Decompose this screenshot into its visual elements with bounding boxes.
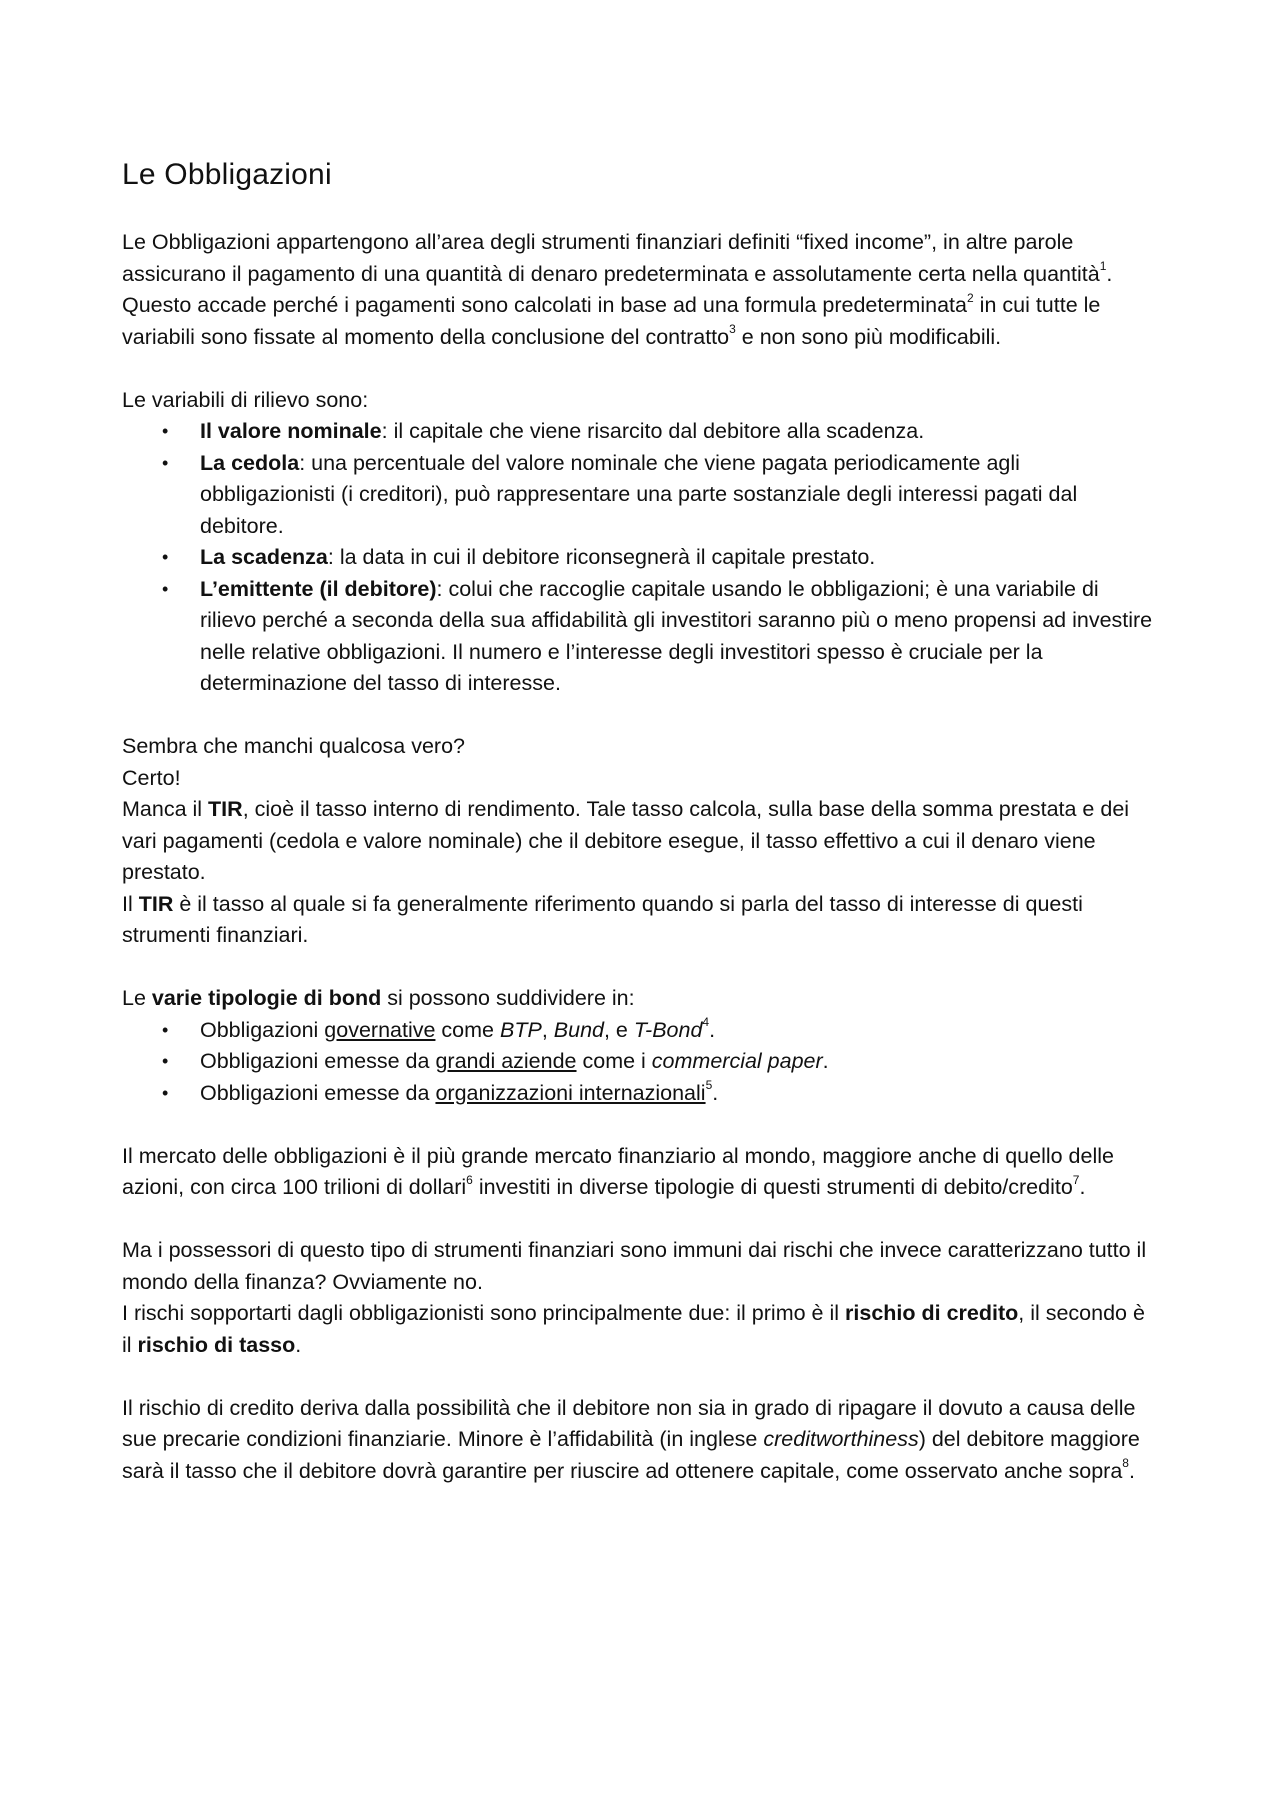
- spacer: [122, 353, 1160, 385]
- italic-term: commercial paper: [651, 1049, 823, 1073]
- italic-term: BTP: [499, 1017, 542, 1042]
- footnote-ref-6[interactable]: 6: [466, 1172, 473, 1187]
- term: rischio di tasso: [137, 1332, 296, 1357]
- term: La cedola: [200, 450, 300, 475]
- list-item: [122, 1015, 1160, 1047]
- bullet-icon: •: [162, 578, 169, 599]
- definition: : la data in cui il debitore riconsegnerà il capitale prestato.: [327, 545, 876, 569]
- term: L’emittente (il debitore): [200, 576, 437, 601]
- text: .: [1128, 1458, 1135, 1483]
- market-paragraph: [122, 1141, 1160, 1204]
- tir-term: TIR: [138, 891, 174, 916]
- term: Il valore nominale: [200, 419, 382, 443]
- types-lead: [122, 983, 1160, 1015]
- text: Le Obbligazioni appartengono all’area degli strumenti finanziari definiti “fixed income”, in altre parole assicurano il pagamento di una quantità di denaro predeterminata e assolutamente certa nella quantità: [122, 230, 1100, 286]
- tir-paragraph-1: [122, 794, 1160, 889]
- tir-question: Sembra che manchi qualcosa vero?: [122, 734, 465, 758]
- text: Le: [122, 986, 152, 1010]
- footnote-ref-1[interactable]: 1: [1099, 259, 1107, 274]
- tir-paragraph-2: [122, 889, 1160, 952]
- text: .: [1079, 1175, 1086, 1199]
- risks-paragraph-2: [122, 1298, 1160, 1361]
- variables-list: [122, 416, 1160, 700]
- text: .: [822, 1049, 829, 1073]
- text: come i: [576, 1049, 652, 1073]
- definition: : il capitale che viene risarcito dal debitore alla scadenza.: [381, 419, 925, 443]
- page-title: Le Obbligazioni: [122, 158, 332, 191]
- list-item: [122, 416, 1160, 448]
- risks-paragraph-1: Ma i possessori di questo tipo di strumenti finanziari sono immuni dai rischi che invece caratterizzano tutto il mondo della finanza? Ovviamente no.: [122, 1238, 1147, 1294]
- text: Obbligazioni: [200, 1017, 325, 1042]
- text: .: [712, 1080, 719, 1105]
- spacer: [122, 952, 1160, 984]
- italic-term: Bund: [553, 1017, 604, 1042]
- bullet-icon: •: [162, 547, 169, 567]
- text: I rischi sopportarti dagli obbligazionisti sono principalmente due: il primo è il: [122, 1301, 846, 1325]
- text: Il rischio di credito deriva dalla possibilità che il debitore non sia in grado di ripagare il dovuto a causa delle sue precarie condizioni finanziarie. Minore è l’affidabilità (in inglese: [122, 1395, 1136, 1451]
- list-item: [122, 1046, 1160, 1078]
- tir-answer: Certo!: [122, 765, 181, 790]
- text: .: [709, 1017, 716, 1042]
- footnote-ref-8[interactable]: 8: [1122, 1456, 1129, 1471]
- text: Obbligazioni emesse da: [200, 1049, 436, 1073]
- bullet-icon: •: [162, 1019, 169, 1040]
- underlined-term: grandi aziende: [435, 1049, 577, 1073]
- types-list: [122, 1015, 1160, 1110]
- bullet-icon: •: [162, 452, 169, 473]
- spacer: [122, 700, 1160, 732]
- footnote-ref-5[interactable]: 5: [705, 1078, 713, 1093]
- footnote-ref-2[interactable]: 2: [967, 290, 974, 305]
- text: Il: [122, 891, 139, 916]
- text: ,: [541, 1017, 554, 1042]
- text: , il secondo è il: [122, 1301, 1145, 1357]
- text: , e: [603, 1017, 634, 1042]
- text: .: [1106, 261, 1113, 286]
- definition: : una percentuale del valore nominale che viene pagata periodicamente agli obbligazionisti (i creditori), può rappresentare una parte sostanziale degli interessi pagati dal debitore.: [200, 450, 1078, 538]
- footnote-ref-4[interactable]: 4: [702, 1015, 710, 1030]
- list-item: [122, 1078, 1160, 1110]
- text: si possono suddividere in:: [381, 986, 635, 1010]
- intro-paragraph-2: [122, 290, 1160, 353]
- text: Obbligazioni emesse da: [200, 1080, 436, 1105]
- term: varie tipologie di bond: [151, 986, 382, 1010]
- text: Manca il: [122, 797, 209, 821]
- text: .: [295, 1332, 302, 1357]
- variables-heading: Le variabili di rilievo sono:: [122, 387, 369, 412]
- text: come: [435, 1017, 500, 1042]
- bullet-icon: •: [162, 421, 169, 441]
- tir-term: TIR: [208, 797, 243, 821]
- italic-term: creditworthiness: [763, 1427, 919, 1451]
- bullet-icon: •: [162, 1082, 169, 1103]
- text: investiti in diverse tipologie di questi strumenti di debito/credito: [472, 1175, 1073, 1199]
- text: è il tasso al quale si fa generalmente riferimento quando si parla del tasso di interesse di questi strumenti finanziari.: [122, 891, 1083, 947]
- text: Il mercato delle obbligazioni è il più grande mercato finanziario al mondo, maggiore anche di quello delle azioni, con circa 100 trilioni di dollari: [122, 1143, 1114, 1199]
- term: rischio di credito: [845, 1301, 1019, 1325]
- intro-paragraph-1: [122, 227, 1160, 290]
- bullet-icon: •: [162, 1051, 169, 1071]
- list-item: [122, 448, 1160, 543]
- risks-paragraph-3: [122, 1393, 1160, 1488]
- footnote-ref-3[interactable]: 3: [729, 322, 736, 337]
- spacer: [122, 1204, 1160, 1236]
- text: , cioè il tasso interno di rendimento. Tale tasso calcola, sulla base della somma prestata e dei vari pagamenti (cedola e valore nominale) che il debitore esegue, il tasso effettivo a cui il denaro viene prestato.: [122, 797, 1130, 884]
- italic-term: T-Bond: [633, 1017, 703, 1042]
- spacer: [122, 1361, 1160, 1393]
- text: e non sono più modificabili.: [735, 324, 1002, 349]
- underlined-term: organizzazioni internazionali: [435, 1080, 706, 1105]
- list-item: [122, 574, 1160, 700]
- underlined-term: governative: [324, 1017, 436, 1042]
- text: ) del debitore maggiore sarà il tasso che il debitore dovrà garantire per riuscire ad ottenere capitale, come osservato anche sopra: [122, 1427, 1140, 1483]
- definition: : colui che raccoglie capitale usando le obbligazioni; è una variabile di rilievo perché a seconda della sua affidabilità gli investitori saranno più o meno propensi ad investire nelle relative obbligazioni. Il numero e l’interesse degli investitori spesso è cruciale per la determinazione del tasso di interesse.: [200, 576, 1153, 695]
- text: in cui tutte le variabili sono fissate al momento della conclusione del contratto: [122, 293, 1101, 349]
- footnote-ref-7[interactable]: 7: [1072, 1172, 1080, 1187]
- spacer: [122, 1109, 1160, 1141]
- list-item: [122, 542, 1160, 574]
- term: La scadenza: [200, 545, 328, 569]
- text: Questo accade perché i pagamenti sono calcolati in base ad una formula predeterminata: [122, 293, 967, 317]
